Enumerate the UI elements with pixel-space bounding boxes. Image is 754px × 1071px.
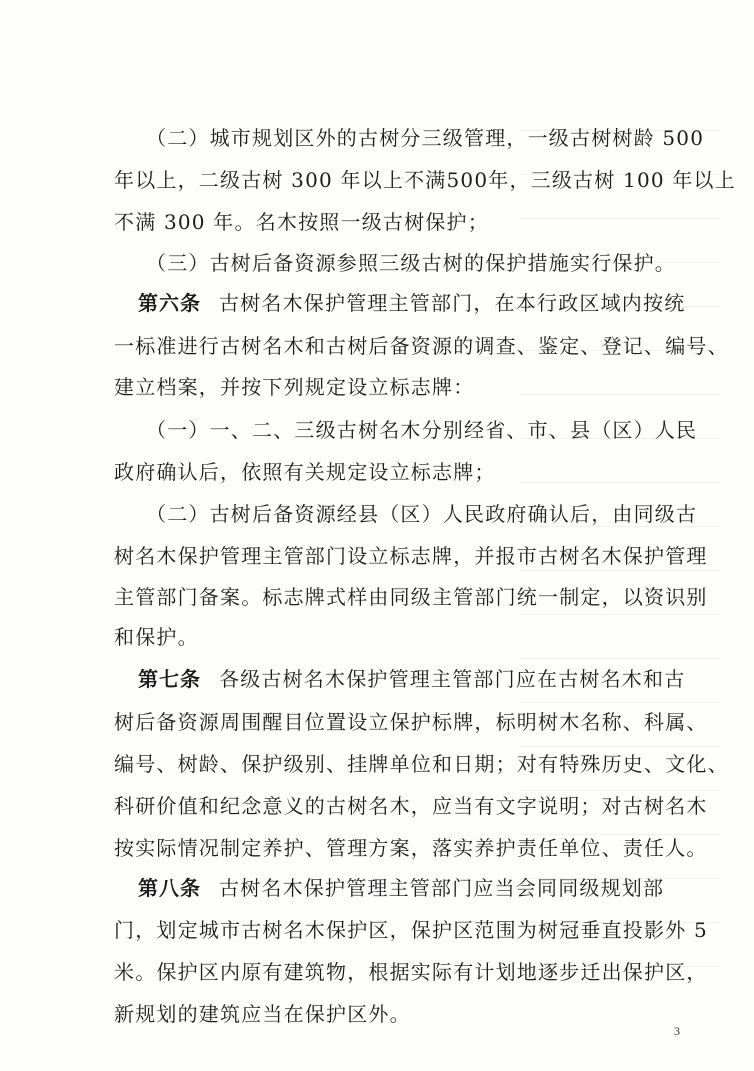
page-number: 3 bbox=[674, 1024, 680, 1038]
paragraph-line: 新规划的建筑应当在保护区外。 bbox=[114, 1002, 411, 1026]
article-seven-line bbox=[138, 667, 698, 691]
paragraph-line: 一标准进行古树名木和古树后备资源的调查、鉴定、登记、编号、 bbox=[114, 334, 729, 358]
paragraph-line: 科研价值和纪念意义的古树名木，应当有文字说明；对古树名木 bbox=[114, 794, 708, 818]
article-six-line bbox=[138, 291, 698, 315]
paragraph-line: 按实际情况制定养护、管理方案，落实养护责任单位、责任人。 bbox=[114, 836, 708, 860]
paragraph-line: 树后备资源周围醒目位置设立保护标牌，标明树木名称、科属、 bbox=[114, 710, 708, 734]
paragraph-line: （一）一、二、三级古树名木分别经省、市、县（区）人民 bbox=[146, 418, 698, 442]
paragraph-line: 树名木保护管理主管部门设立标志牌，并报市古树名木保护管理 bbox=[114, 544, 708, 568]
article-number: 第七条 bbox=[138, 667, 201, 691]
article-text: 各级古树名木保护管理主管部门应在古树名木和古 bbox=[219, 667, 686, 691]
paragraph-line: 门，划定城市古树名木保护区，保护区范围为树冠垂直投影外 5 bbox=[114, 918, 708, 942]
paragraph-line: 编号、树龄、保护级别、挂牌单位和日期；对有特殊历史、文化、 bbox=[114, 752, 729, 776]
paragraph-line: 米。保护区内原有建筑物，根据实际有计划地逐步迁出保护区， bbox=[114, 960, 708, 984]
article-eight-line bbox=[138, 876, 698, 900]
article-text: 古树名木保护管理主管部门应当会同同级规划部 bbox=[219, 876, 665, 900]
paragraph-line: 和保护。 bbox=[114, 625, 199, 649]
paragraph-line: 不满 300 年。名木按照一级古树保护； bbox=[114, 210, 489, 234]
paragraph-line: 年以上，二级古树 300 年以上不满500年，三级古树 100 年以上 bbox=[114, 168, 736, 192]
paragraph-line: 政府确认后，依照有关规定设立标志牌； bbox=[114, 460, 496, 484]
article-number: 第六条 bbox=[138, 291, 201, 315]
paragraph-line: 主管部门备案。标志牌式样由同级主管部门统一制定，以资识别 bbox=[114, 585, 708, 609]
article-number: 第八条 bbox=[138, 876, 201, 900]
paragraph-line: 建立档案，并按下列规定设立标志牌： bbox=[114, 375, 475, 399]
paragraph-line: （二）古树后备资源经县（区）人民政府确认后，由同级古 bbox=[146, 502, 698, 526]
paragraph-line: （二）城市规划区外的古树分三级管理，一级古树树龄 500 bbox=[146, 126, 705, 150]
article-text: 古树名木保护管理主管部门，在本行政区域内按统 bbox=[219, 291, 686, 315]
paragraph-line: （三）古树后备资源参照三级古树的保护措施实行保护。 bbox=[146, 251, 676, 275]
